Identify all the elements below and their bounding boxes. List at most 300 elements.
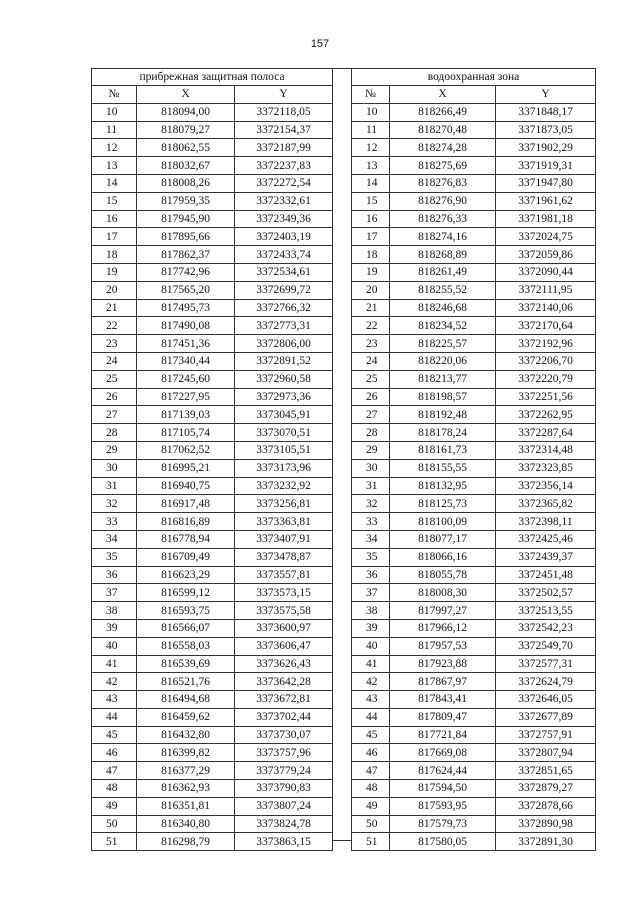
y-coordinate-cell: 3372365,82 — [496, 495, 596, 513]
x-coordinate-cell: 817624,44 — [390, 762, 496, 780]
x-coordinate-cell: 817809,47 — [390, 708, 496, 726]
point-number-cell: 24 — [352, 352, 390, 370]
x-coordinate-cell: 816623,29 — [137, 566, 235, 584]
point-number-cell: 14 — [352, 174, 390, 192]
y-coordinate-cell: 3373407,91 — [235, 530, 333, 548]
point-number-cell: 34 — [352, 530, 390, 548]
point-number-cell: 40 — [352, 637, 390, 655]
y-coordinate-cell: 3372513,55 — [496, 602, 596, 620]
point-number-cell: 30 — [352, 459, 390, 477]
table-row — [92, 406, 333, 424]
y-coordinate-cell: 3372398,11 — [496, 513, 596, 531]
x-coordinate-cell: 818274,16 — [390, 228, 496, 246]
x-coordinate-cell: 818276,33 — [390, 210, 496, 228]
table-row — [352, 228, 596, 246]
y-coordinate-cell: 3371947,80 — [496, 174, 596, 192]
table-row — [92, 174, 333, 192]
point-number-cell: 17 — [352, 228, 390, 246]
x-coordinate-cell: 818008,30 — [390, 584, 496, 602]
x-coordinate-cell: 818077,17 — [390, 530, 496, 548]
x-coordinate-cell: 817245,60 — [137, 370, 235, 388]
table-row — [352, 174, 596, 192]
y-coordinate-cell: 3373256,81 — [235, 495, 333, 513]
y-coordinate-cell: 3372851,65 — [496, 762, 596, 780]
table-row — [352, 584, 596, 602]
y-coordinate-cell: 3372425,46 — [496, 530, 596, 548]
table-row — [352, 424, 596, 442]
table-row — [352, 263, 596, 281]
table-row — [92, 762, 333, 780]
point-number-cell: 51 — [352, 833, 390, 851]
x-coordinate-cell: 818155,55 — [390, 459, 496, 477]
y-coordinate-cell: 3373573,15 — [235, 584, 333, 602]
point-number-cell: 45 — [352, 726, 390, 744]
point-number-cell: 41 — [92, 655, 137, 673]
y-coordinate-cell: 3373642,28 — [235, 673, 333, 691]
table-row — [92, 637, 333, 655]
table-row — [352, 406, 596, 424]
x-coordinate-cell: 817062,52 — [137, 441, 235, 459]
y-coordinate-cell: 3373070,51 — [235, 424, 333, 442]
table-row — [92, 655, 333, 673]
point-number-cell: 21 — [92, 299, 137, 317]
x-coordinate-cell: 817997,27 — [390, 602, 496, 620]
point-number-cell: 34 — [92, 530, 137, 548]
table-row — [92, 317, 333, 335]
point-number-cell: 33 — [352, 513, 390, 531]
point-number-cell: 31 — [352, 477, 390, 495]
y-coordinate-cell: 3372332,61 — [235, 192, 333, 210]
y-coordinate-cell: 3372766,32 — [235, 299, 333, 317]
y-coordinate-cell: 3372323,85 — [496, 459, 596, 477]
column-header-number: № — [352, 86, 390, 104]
point-number-cell: 19 — [92, 263, 137, 281]
x-coordinate-cell: 817945,90 — [137, 210, 235, 228]
x-coordinate-cell: 816459,62 — [137, 708, 235, 726]
table-row — [352, 744, 596, 762]
y-coordinate-cell: 3372891,30 — [496, 833, 596, 851]
y-coordinate-cell: 3372024,75 — [496, 228, 596, 246]
y-coordinate-cell: 3372192,96 — [496, 335, 596, 353]
table-gap — [332, 68, 351, 841]
x-coordinate-cell: 818055,78 — [390, 566, 496, 584]
x-coordinate-cell: 816494,68 — [137, 691, 235, 709]
x-coordinate-cell: 818066,16 — [390, 548, 496, 566]
y-coordinate-cell: 3373173,96 — [235, 459, 333, 477]
x-coordinate-cell: 817105,74 — [137, 424, 235, 442]
x-coordinate-cell: 818178,24 — [390, 424, 496, 442]
point-number-cell: 23 — [92, 335, 137, 353]
y-coordinate-cell: 3372220,79 — [496, 370, 596, 388]
x-coordinate-cell: 817959,35 — [137, 192, 235, 210]
table-row — [352, 762, 596, 780]
y-coordinate-cell: 3372960,58 — [235, 370, 333, 388]
point-number-cell: 19 — [352, 263, 390, 281]
table-row — [352, 655, 596, 673]
table-row — [92, 513, 333, 531]
table-row — [92, 797, 333, 815]
y-coordinate-cell: 3372237,83 — [235, 157, 333, 175]
point-number-cell: 18 — [352, 246, 390, 264]
column-header-y: Y — [235, 86, 333, 104]
x-coordinate-cell: 818274,28 — [390, 139, 496, 157]
column-header-x: X — [137, 86, 235, 104]
point-number-cell: 26 — [352, 388, 390, 406]
table-row — [352, 192, 596, 210]
y-coordinate-cell: 3371919,31 — [496, 157, 596, 175]
point-number-cell: 29 — [352, 441, 390, 459]
point-number-cell: 13 — [352, 157, 390, 175]
point-number-cell: 51 — [92, 833, 137, 851]
point-number-cell: 29 — [92, 441, 137, 459]
y-coordinate-cell: 3372773,31 — [235, 317, 333, 335]
table-row — [352, 103, 596, 121]
point-number-cell: 49 — [92, 797, 137, 815]
x-coordinate-cell: 818161,73 — [390, 441, 496, 459]
point-number-cell: 22 — [352, 317, 390, 335]
y-coordinate-cell: 3373730,07 — [235, 726, 333, 744]
table-row — [92, 370, 333, 388]
x-coordinate-cell: 816432,80 — [137, 726, 235, 744]
table-row — [352, 459, 596, 477]
x-coordinate-cell: 816521,76 — [137, 673, 235, 691]
y-coordinate-cell: 3372699,72 — [235, 281, 333, 299]
table-row — [92, 157, 333, 175]
x-coordinate-cell: 816995,21 — [137, 459, 235, 477]
x-coordinate-cell: 816599,12 — [137, 584, 235, 602]
x-coordinate-cell: 816539,69 — [137, 655, 235, 673]
x-coordinate-cell: 818008,26 — [137, 174, 235, 192]
table-row — [92, 121, 333, 139]
x-coordinate-cell: 816351,81 — [137, 797, 235, 815]
x-coordinate-cell: 817895,66 — [137, 228, 235, 246]
y-coordinate-cell: 3372187,99 — [235, 139, 333, 157]
y-coordinate-cell: 3372624,79 — [496, 673, 596, 691]
x-coordinate-cell: 818220,06 — [390, 352, 496, 370]
table-row — [352, 708, 596, 726]
x-coordinate-cell: 816709,49 — [137, 548, 235, 566]
point-number-cell: 44 — [92, 708, 137, 726]
y-coordinate-cell: 3373606,47 — [235, 637, 333, 655]
y-coordinate-cell: 3372549,70 — [496, 637, 596, 655]
point-number-cell: 47 — [352, 762, 390, 780]
table-row — [352, 139, 596, 157]
table-row — [352, 815, 596, 833]
table-row — [92, 263, 333, 281]
point-number-cell: 48 — [92, 780, 137, 798]
y-coordinate-cell: 3372251,56 — [496, 388, 596, 406]
table-row — [92, 495, 333, 513]
point-number-cell: 15 — [352, 192, 390, 210]
table-row — [92, 459, 333, 477]
water-protection-zone-table — [351, 68, 596, 851]
table-row — [92, 833, 333, 851]
x-coordinate-cell: 818261,49 — [390, 263, 496, 281]
table-row — [92, 548, 333, 566]
x-coordinate-cell: 816298,79 — [137, 833, 235, 851]
point-number-cell: 46 — [352, 744, 390, 762]
point-number-cell: 11 — [92, 121, 137, 139]
y-coordinate-cell: 3372154,37 — [235, 121, 333, 139]
y-coordinate-cell: 3372534,61 — [235, 263, 333, 281]
y-coordinate-cell: 3372356,14 — [496, 477, 596, 495]
y-coordinate-cell: 3371902,29 — [496, 139, 596, 157]
table-row — [352, 210, 596, 228]
x-coordinate-cell: 817843,41 — [390, 691, 496, 709]
y-coordinate-cell: 3373779,24 — [235, 762, 333, 780]
point-number-cell: 36 — [352, 566, 390, 584]
y-coordinate-cell: 3373702,44 — [235, 708, 333, 726]
table-row — [92, 388, 333, 406]
table-row — [92, 210, 333, 228]
y-coordinate-cell: 3372111,95 — [496, 281, 596, 299]
table-row — [352, 299, 596, 317]
x-coordinate-cell: 817451,36 — [137, 335, 235, 353]
y-coordinate-cell: 3372451,48 — [496, 566, 596, 584]
x-coordinate-cell: 817565,20 — [137, 281, 235, 299]
table-row — [92, 228, 333, 246]
y-coordinate-cell: 3372403,19 — [235, 228, 333, 246]
table-row — [352, 513, 596, 531]
table-row — [92, 192, 333, 210]
point-number-cell: 36 — [92, 566, 137, 584]
column-header-x: X — [390, 86, 496, 104]
table-row — [92, 726, 333, 744]
y-coordinate-cell: 3372577,31 — [496, 655, 596, 673]
x-coordinate-cell: 816566,07 — [137, 619, 235, 637]
y-coordinate-cell: 3372879,27 — [496, 780, 596, 798]
y-coordinate-cell: 3373863,15 — [235, 833, 333, 851]
point-number-cell: 12 — [352, 139, 390, 157]
y-coordinate-cell: 3373045,91 — [235, 406, 333, 424]
table-row — [352, 335, 596, 353]
point-number-cell: 42 — [352, 673, 390, 691]
x-coordinate-cell: 817490,08 — [137, 317, 235, 335]
x-coordinate-cell: 818246,68 — [390, 299, 496, 317]
table-row — [92, 424, 333, 442]
column-header-y: Y — [496, 86, 596, 104]
y-coordinate-cell: 3373672,81 — [235, 691, 333, 709]
y-coordinate-cell: 3372090,44 — [496, 263, 596, 281]
point-number-cell: 10 — [352, 103, 390, 121]
point-number-cell: 27 — [352, 406, 390, 424]
x-coordinate-cell: 818213,77 — [390, 370, 496, 388]
table-row — [92, 530, 333, 548]
table-row — [352, 780, 596, 798]
x-coordinate-cell: 818268,89 — [390, 246, 496, 264]
y-coordinate-cell: 3373232,92 — [235, 477, 333, 495]
table-row — [352, 441, 596, 459]
table-row — [352, 619, 596, 637]
table-row — [352, 121, 596, 139]
table-row — [352, 566, 596, 584]
table-row — [352, 317, 596, 335]
point-number-cell: 49 — [352, 797, 390, 815]
x-coordinate-cell: 818270,48 — [390, 121, 496, 139]
x-coordinate-cell: 816558,03 — [137, 637, 235, 655]
y-coordinate-cell: 3373363,81 — [235, 513, 333, 531]
table-row — [352, 352, 596, 370]
y-coordinate-cell: 3372677,89 — [496, 708, 596, 726]
point-number-cell: 33 — [92, 513, 137, 531]
table-row — [352, 530, 596, 548]
x-coordinate-cell: 817867,97 — [390, 673, 496, 691]
table-row — [92, 584, 333, 602]
table-row — [352, 388, 596, 406]
point-number-cell: 40 — [92, 637, 137, 655]
x-coordinate-cell: 817593,95 — [390, 797, 496, 815]
y-coordinate-cell: 3372349,36 — [235, 210, 333, 228]
y-coordinate-cell: 3372542,23 — [496, 619, 596, 637]
x-coordinate-cell: 818100,09 — [390, 513, 496, 531]
point-number-cell: 37 — [352, 584, 390, 602]
point-number-cell: 15 — [92, 192, 137, 210]
table-row — [92, 352, 333, 370]
point-number-cell: 38 — [92, 602, 137, 620]
table-row — [92, 602, 333, 620]
x-coordinate-cell: 818192,48 — [390, 406, 496, 424]
x-coordinate-cell: 816340,80 — [137, 815, 235, 833]
table-row — [92, 103, 333, 121]
point-number-cell: 41 — [352, 655, 390, 673]
table-row — [92, 299, 333, 317]
point-number-cell: 24 — [92, 352, 137, 370]
point-number-cell: 20 — [92, 281, 137, 299]
x-coordinate-cell: 818094,00 — [137, 103, 235, 121]
x-coordinate-cell: 816593,75 — [137, 602, 235, 620]
point-number-cell: 25 — [352, 370, 390, 388]
column-header-number: № — [92, 86, 137, 104]
y-coordinate-cell: 3371961,62 — [496, 192, 596, 210]
x-coordinate-cell: 817340,44 — [137, 352, 235, 370]
x-coordinate-cell: 818266,49 — [390, 103, 496, 121]
point-number-cell: 43 — [92, 691, 137, 709]
point-number-cell: 23 — [352, 335, 390, 353]
y-coordinate-cell: 3372059,86 — [496, 246, 596, 264]
point-number-cell: 21 — [352, 299, 390, 317]
point-number-cell: 39 — [352, 619, 390, 637]
point-number-cell: 17 — [92, 228, 137, 246]
table-row — [352, 637, 596, 655]
point-number-cell: 50 — [352, 815, 390, 833]
table-row — [92, 441, 333, 459]
table-row — [92, 477, 333, 495]
point-number-cell: 14 — [92, 174, 137, 192]
page-number: 157 — [310, 38, 330, 50]
table-row — [352, 281, 596, 299]
x-coordinate-cell: 817923,88 — [390, 655, 496, 673]
table-row — [352, 246, 596, 264]
x-coordinate-cell: 818276,90 — [390, 192, 496, 210]
x-coordinate-cell: 817227,95 — [137, 388, 235, 406]
y-coordinate-cell: 3373757,96 — [235, 744, 333, 762]
table-row — [352, 833, 596, 851]
table-row — [352, 691, 596, 709]
table-row — [352, 673, 596, 691]
y-coordinate-cell: 3373557,81 — [235, 566, 333, 584]
table-row — [352, 477, 596, 495]
y-coordinate-cell: 3372433,74 — [235, 246, 333, 264]
x-coordinate-cell: 816940,75 — [137, 477, 235, 495]
y-coordinate-cell: 3371873,05 — [496, 121, 596, 139]
y-coordinate-cell: 3373824,78 — [235, 815, 333, 833]
table-row — [92, 691, 333, 709]
point-number-cell: 31 — [92, 477, 137, 495]
x-coordinate-cell: 817721,84 — [390, 726, 496, 744]
y-coordinate-cell: 3372140,06 — [496, 299, 596, 317]
y-coordinate-cell: 3372757,91 — [496, 726, 596, 744]
y-coordinate-cell: 3372806,00 — [235, 335, 333, 353]
point-number-cell: 27 — [92, 406, 137, 424]
table-row — [92, 335, 333, 353]
point-number-cell: 37 — [92, 584, 137, 602]
y-coordinate-cell: 3373790,83 — [235, 780, 333, 798]
point-number-cell: 43 — [352, 691, 390, 709]
point-number-cell: 22 — [92, 317, 137, 335]
point-number-cell: 32 — [352, 495, 390, 513]
point-number-cell: 35 — [352, 548, 390, 566]
point-number-cell: 42 — [92, 673, 137, 691]
point-number-cell: 12 — [92, 139, 137, 157]
point-number-cell: 39 — [92, 619, 137, 637]
y-coordinate-cell: 3372890,98 — [496, 815, 596, 833]
x-coordinate-cell: 816362,93 — [137, 780, 235, 798]
x-coordinate-cell: 818275,69 — [390, 157, 496, 175]
y-coordinate-cell: 3372807,94 — [496, 744, 596, 762]
table-row — [92, 139, 333, 157]
x-coordinate-cell: 816816,89 — [137, 513, 235, 531]
point-number-cell: 50 — [92, 815, 137, 833]
y-coordinate-cell: 3373626,43 — [235, 655, 333, 673]
x-coordinate-cell: 816778,94 — [137, 530, 235, 548]
point-number-cell: 16 — [352, 210, 390, 228]
point-number-cell: 35 — [92, 548, 137, 566]
x-coordinate-cell: 818255,52 — [390, 281, 496, 299]
table-row — [92, 619, 333, 637]
point-number-cell: 38 — [352, 602, 390, 620]
table-row — [352, 495, 596, 513]
point-number-cell: 45 — [92, 726, 137, 744]
table-row — [352, 602, 596, 620]
x-coordinate-cell: 818225,57 — [390, 335, 496, 353]
y-coordinate-cell: 3372272,54 — [235, 174, 333, 192]
x-coordinate-cell: 817579,73 — [390, 815, 496, 833]
x-coordinate-cell: 818198,57 — [390, 388, 496, 406]
point-number-cell: 48 — [352, 780, 390, 798]
table-row — [352, 370, 596, 388]
x-coordinate-cell: 816917,48 — [137, 495, 235, 513]
table-row — [92, 673, 333, 691]
x-coordinate-cell: 817957,53 — [390, 637, 496, 655]
x-coordinate-cell: 817862,37 — [137, 246, 235, 264]
y-coordinate-cell: 3371981,18 — [496, 210, 596, 228]
table-row — [352, 797, 596, 815]
x-coordinate-cell: 817580,05 — [390, 833, 496, 851]
x-coordinate-cell: 818079,27 — [137, 121, 235, 139]
x-coordinate-cell: 817669,08 — [390, 744, 496, 762]
x-coordinate-cell: 817742,96 — [137, 263, 235, 281]
point-number-cell: 16 — [92, 210, 137, 228]
x-coordinate-cell: 818276,83 — [390, 174, 496, 192]
point-number-cell: 13 — [92, 157, 137, 175]
y-coordinate-cell: 3372287,64 — [496, 424, 596, 442]
y-coordinate-cell: 3371848,17 — [496, 103, 596, 121]
y-coordinate-cell: 3373807,24 — [235, 797, 333, 815]
x-coordinate-cell: 818234,52 — [390, 317, 496, 335]
x-coordinate-cell: 818125,73 — [390, 495, 496, 513]
table-row — [92, 744, 333, 762]
x-coordinate-cell: 816399,82 — [137, 744, 235, 762]
